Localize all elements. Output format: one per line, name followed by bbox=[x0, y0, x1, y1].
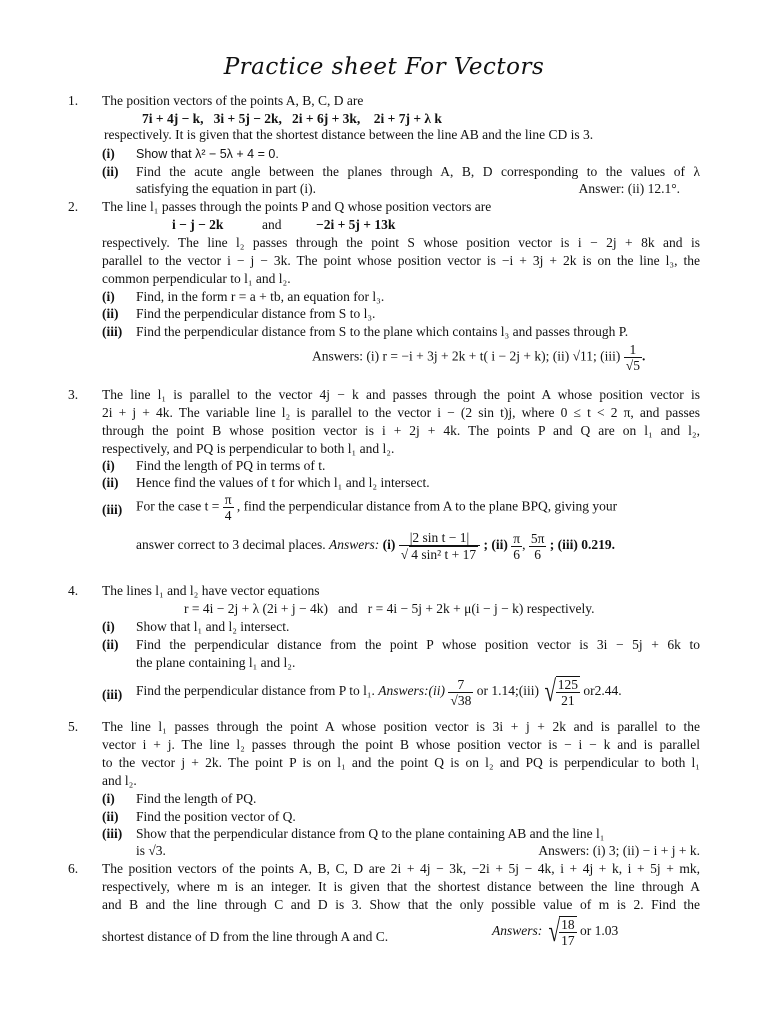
fraction-denominator: 6 bbox=[529, 546, 547, 562]
question-3-line-1: The line l₁ is parallel to the vector 4j − k and passes through the point A whose position vector is bbox=[102, 387, 700, 402]
fraction-denominator: √5 bbox=[625, 358, 640, 373]
question-6-line-1: The position vectors of the points A, B, C, D are 2i + 4j − 3k, −2i + 5j − 4k, i + 4j + k, i + 5j + mk, bbox=[102, 861, 700, 876]
question-5-line-4: and l₂. bbox=[102, 773, 137, 788]
fraction-denominator: 17 bbox=[561, 933, 575, 948]
sqrt-symbol: √ bbox=[544, 675, 557, 708]
question-3-ans-i-label: (i) bbox=[382, 537, 396, 553]
sqrt-radicand: 4 sin² t + 17 bbox=[411, 547, 477, 562]
fraction-numerator: 18 bbox=[561, 917, 575, 932]
question-2-line-5: common perpendicular to l₁ and l₂. bbox=[102, 271, 291, 286]
fraction-numerator: |2 sin t − 1| bbox=[409, 530, 470, 545]
fraction-denominator: √ 4 sin² t + 17 bbox=[399, 545, 480, 562]
question-5-part-iii-line-1: Show that the perpendicular distance from Q to the plane containing AB and the line l₁ bbox=[136, 826, 605, 841]
question-3-part-iii bbox=[136, 492, 700, 523]
question-3-answers: answer correct to 3 decimal places. Answers: (i) $\frac{\text{|2 sin t − 1|}}{\text{√ 4 sin² t + 17}}$ ; (ii) $\frac{\pi}{6}$ , $\frac{5\pi}{6}$ ; (iii) 0.219. bbox=[136, 530, 616, 562]
question-5-part-i: Find the length of PQ. bbox=[136, 791, 257, 806]
question-3-t-fraction bbox=[223, 492, 234, 523]
question-2-part-i-label: (i) bbox=[102, 289, 115, 304]
question-1-part-ii-line-1: Find the acute angle between the planes through A, B, D corresponding to the values of λ bbox=[136, 164, 700, 179]
question-3-line-4: respectively, and PQ is perpendicular to both l₁ and l₂. bbox=[102, 441, 395, 456]
question-5-line-2: vector i + j. The line l₂ passes through the point B whose position vector is − i − k and is parallel bbox=[102, 737, 700, 752]
question-4-equations: r = 4i − 2j + λ (2i + j − 4k) and r = 4i − 5j + 2k + μ(i − j − k) respectively. bbox=[184, 601, 595, 616]
question-6-ans-or: or 1.03 bbox=[579, 923, 619, 939]
question-6-line-2: respectively, where m is an integer. It is given that the shortest distance between the line through A bbox=[102, 879, 700, 894]
question-2-line-3: respectively. The line l₂ passes through the point S whose position vector is i − 2j + 8k and is bbox=[102, 235, 700, 250]
question-3-ans-iii: ; (iii) 0.219. bbox=[549, 537, 616, 553]
question-6-line-4: shortest distance of D from the line through A and C. bbox=[102, 929, 389, 944]
question-2-answers-end: . bbox=[641, 348, 646, 364]
question-3-answers-label: Answers: bbox=[329, 537, 380, 553]
question-4-part-iii bbox=[136, 676, 700, 708]
question-2-line-1: The line l₁ passes through the points P and Q whose position vectors are bbox=[102, 199, 492, 214]
question-1-intro: The position vectors of the points A, B, C, D are bbox=[102, 93, 364, 108]
question-4-number: 4. bbox=[68, 583, 79, 598]
question-3-part-iii-text-a: For the case t = bbox=[136, 498, 220, 514]
question-3-line-3: through the point B whose position vector is i + 2j + 4k. The points P and Q are on l₁ and l₂, bbox=[102, 423, 700, 438]
fraction-denominator: 21 bbox=[556, 692, 580, 708]
question-3-part-ii: Hence find the values of t for which l₁ and l₂ intersect. bbox=[136, 475, 430, 490]
question-3-part-iii-label: (iii) bbox=[102, 502, 123, 517]
question-1-number: 1. bbox=[68, 93, 79, 108]
question-5-part-ii-label: (ii) bbox=[102, 809, 119, 824]
question-2-number: 2. bbox=[68, 199, 79, 214]
question-4-ans-fraction bbox=[448, 677, 473, 708]
question-2-answers-text: Answers: (i) r = −i + 3j + 2k + t( i − 2j + k); (ii) √11; (iii) bbox=[312, 348, 621, 364]
question-2-line-4: parallel to the vector i − j − 3k. The point whose position vector is −i + 3j + 2k is on the line l₃, the bbox=[102, 253, 700, 268]
question-3-part-iii-text-b: , find the perpendicular distance from A to the plane BPQ, giving your bbox=[236, 498, 618, 514]
question-5-number: 5. bbox=[68, 719, 79, 734]
question-4-part-ii-line-2: the plane containing l₁ and l₂. bbox=[136, 655, 296, 670]
fraction-numerator: 7 bbox=[457, 676, 465, 692]
question-4-part-i: Show that l₁ and l₂ intersect. bbox=[136, 619, 290, 634]
question-1-vectors: 7i + 4j − k, 3i + 5j − 2k, 2i + 6j + 3k, 2i + 7j + λ k bbox=[142, 111, 442, 126]
question-5-part-iii-label: (iii) bbox=[102, 826, 123, 841]
page-title: Practice sheet For Vectors bbox=[223, 54, 545, 80]
sqrt-symbol: √ bbox=[548, 915, 560, 948]
question-4-part-i-label: (i) bbox=[102, 619, 115, 634]
question-2-vector-p: i − j − 2k bbox=[172, 217, 224, 232]
question-1-part-i-label: (i) bbox=[102, 146, 115, 161]
question-3-answer-lead: answer correct to 3 decimal places. bbox=[136, 537, 326, 553]
question-6-line-3: and B and the line through C and D is 3. Show that the only possible value of m is 2. Find the bbox=[102, 897, 700, 912]
question-1-part-ii-line-2: satisfying the equation in part (i). bbox=[136, 181, 316, 196]
question-2-answer-fraction bbox=[624, 342, 642, 373]
question-4-part-iii-text: Find the perpendicular distance from P to l₁. bbox=[136, 683, 375, 699]
question-2-vector-q: −2i + 5j + 13k bbox=[316, 217, 396, 232]
question-3-ans-ii-label: ; (ii) bbox=[483, 537, 508, 553]
question-2-part-iii: Find the perpendicular distance from S to the plane which contains l₃ and passes through P. bbox=[136, 324, 629, 339]
question-2-and: and bbox=[262, 217, 282, 232]
question-4-part-ii-label: (ii) bbox=[102, 637, 119, 652]
fraction-denominator: √38 bbox=[450, 692, 472, 708]
question-6-ans-sqrt-fraction bbox=[559, 916, 577, 948]
fraction-numerator: π bbox=[513, 530, 521, 546]
question-3-part-ii-label: (ii) bbox=[102, 475, 119, 490]
question-4-line-1: The lines l₁ and l₂ have vector equations bbox=[102, 583, 320, 598]
question-5-part-iii-line-2: is √3. bbox=[136, 843, 166, 858]
question-3-ans-ii-fraction-2 bbox=[529, 531, 547, 562]
question-5-line-1: The line l₁ passes through the point A whose position vector is 3i + j + 2k and is parallel to the bbox=[102, 719, 700, 734]
question-2-part-ii-label: (ii) bbox=[102, 306, 119, 321]
question-4-ans-or-1: or 1.14;(iii) bbox=[476, 683, 539, 699]
question-1-part-i: Show that λ² − 5λ + 4 = 0. bbox=[136, 147, 279, 161]
question-5-part-i-label: (i) bbox=[102, 791, 115, 806]
question-1-given: respectively. It is given that the shortest distance between the line AB and the line CD is 3. bbox=[104, 127, 594, 142]
question-4-part-iii-label: (iii) bbox=[102, 687, 123, 702]
question-2-part-iii-label: (iii) bbox=[102, 324, 123, 339]
question-1-part-ii-label: (ii) bbox=[102, 164, 119, 179]
fraction-numerator: 1 bbox=[629, 342, 637, 357]
fraction-denominator: 6 bbox=[511, 546, 522, 562]
fraction-numerator: 5π bbox=[530, 530, 545, 546]
fraction-denominator: 4 bbox=[223, 507, 234, 523]
question-3-number: 3. bbox=[68, 387, 79, 402]
question-3-part-i: Find the length of PQ in terms of t. bbox=[136, 458, 326, 473]
question-4-ans-sqrt-fraction bbox=[556, 676, 580, 708]
question-4-part-ii-line-1: Find the perpendicular distance from the point P whose position vector is 3i − 5j + 6k to bbox=[136, 637, 700, 652]
question-3-part-i-label: (i) bbox=[102, 458, 115, 473]
question-1-answer: Answer: (ii) 12.1°. bbox=[578, 181, 680, 196]
question-5-line-3: to the vector j + 2k. The point P is on l₁ and the point Q is on l₂ and PQ is perpendicular to both l₁ bbox=[102, 755, 700, 770]
question-2-answers bbox=[312, 342, 645, 373]
question-2-part-i: Find, in the form r = a + tb, an equation for l₃. bbox=[136, 289, 385, 304]
question-5-part-ii: Find the position vector of Q. bbox=[136, 809, 296, 824]
question-2-part-ii: Find the perpendicular distance from S to l₃. bbox=[136, 306, 376, 321]
question-4-ans-or-2: or2.44. bbox=[583, 683, 622, 699]
question-6-answers bbox=[492, 916, 618, 948]
question-3-ans-ii-fraction-1 bbox=[511, 531, 522, 562]
question-3-ans-i-fraction bbox=[399, 530, 480, 562]
fraction-numerator: π bbox=[224, 492, 232, 507]
question-6-answers-label: Answers: bbox=[492, 923, 543, 939]
question-3-line-2: 2i + j + 4k. The variable line l₂ is parallel to the vector i − (2 sin t)j, where 0 ≤ t < 2 π, and passes bbox=[102, 405, 700, 420]
question-5-answers: Answers: (i) 3; (ii) − i + j + k. bbox=[538, 843, 700, 858]
question-4-answers-label: Answers:(ii) bbox=[378, 683, 446, 699]
fraction-numerator: 125 bbox=[557, 677, 579, 692]
question-6-number: 6. bbox=[68, 861, 79, 876]
